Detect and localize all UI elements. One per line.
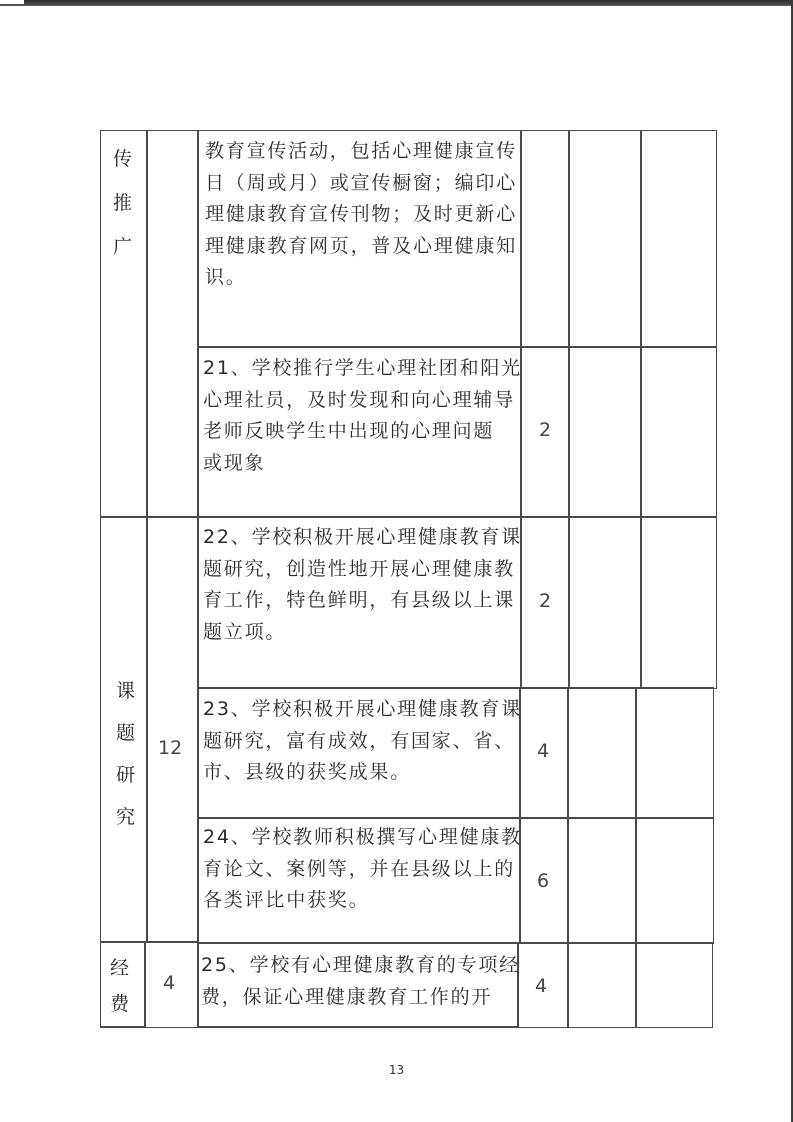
text-line: 育工作，特色鲜明，有县级以上课 [203, 589, 516, 611]
category-char: 推 [113, 192, 133, 214]
text-line: 21、学校推行学生心理社团和阳光 [203, 357, 522, 379]
item-text-21 [203, 353, 522, 479]
blank-cell-20b [640, 130, 717, 348]
text-line: 题立项。 [203, 620, 287, 643]
points-22: 2 [539, 590, 552, 612]
text-line: 24、学校教师积极撰写心理健康教 [203, 826, 522, 848]
page-number: 13 [388, 1063, 405, 1077]
blank-cell-23b [635, 687, 714, 819]
text-line: 25、学校有心理健康教育的专项经 [201, 954, 520, 976]
item-text-25 [201, 950, 520, 1013]
text-line: 市、县级的获奖成果。 [203, 761, 412, 783]
text-line: 各类评比中获奖。 [203, 889, 370, 911]
text-line: 日（周或月）或宣传橱窗；编印心 [205, 171, 518, 194]
blank-cell-22b [640, 516, 717, 689]
points-24: 6 [537, 870, 550, 892]
item-text-20 [205, 136, 517, 294]
text-line: 22、学校积极开展心理健康教育课 [203, 526, 522, 548]
text-line: 费，保证心理健康教育工作的开 [201, 985, 493, 1008]
text-line: 题研究，富有成效，有国家、省、 [203, 729, 516, 752]
text-line: 心理社员，及时发现和向心理辅导 [203, 388, 516, 411]
score-funding: 4 [163, 972, 176, 994]
points-cell-20 [520, 130, 570, 348]
text-line: 教育宣传活动，包括心理健康宣传 [205, 140, 518, 162]
category-char: 传 [113, 148, 133, 170]
points-23: 4 [537, 740, 550, 762]
blank-cell-24a [567, 817, 637, 944]
text-line: 理健康教育网页，普及心理健康知 [205, 234, 518, 257]
blank-cell-23a [567, 687, 637, 819]
item-text-24 [203, 822, 522, 917]
category-char: 研 [116, 764, 136, 786]
category-char: 题 [116, 722, 136, 744]
blank-cell-20a [568, 130, 642, 348]
category-label-publicity [113, 137, 132, 269]
category-char: 费 [110, 993, 130, 1015]
blank-cell-25a [567, 942, 637, 1028]
blank-cell-25b [635, 942, 713, 1028]
text-line: 或现象 [203, 451, 266, 474]
text-line: 老师反映学生中出现的心理问题 [203, 420, 495, 442]
category-char: 经 [110, 957, 130, 979]
blank-cell-22a [568, 516, 642, 689]
score-cell-research [146, 516, 199, 942]
points-25: 4 [535, 975, 548, 997]
blank-cell-21a [568, 346, 642, 518]
blank-cell-21b [640, 346, 717, 518]
points-21: 2 [539, 419, 552, 441]
score-research: 12 [158, 737, 183, 759]
text-line: 理健康教育宣传刊物；及时更新心 [205, 203, 518, 225]
blank-cell-24b [635, 817, 714, 944]
text-line: 育论文、案例等，并在县级以上的 [203, 857, 516, 880]
text-line: 23、学校积极开展心理健康教育课 [203, 698, 522, 720]
category-char: 究 [116, 806, 136, 828]
text-line: 题研究，创造性地开展心理健康教 [203, 557, 516, 580]
category-char: 课 [116, 680, 136, 702]
category-char: 广 [113, 236, 133, 258]
item-text-23 [203, 694, 522, 789]
category-label-research [116, 670, 135, 838]
item-text-22 [203, 522, 522, 648]
text-line: 识。 [205, 266, 247, 288]
category-label-funding [110, 950, 129, 1022]
score-cell-publicity [146, 130, 199, 518]
